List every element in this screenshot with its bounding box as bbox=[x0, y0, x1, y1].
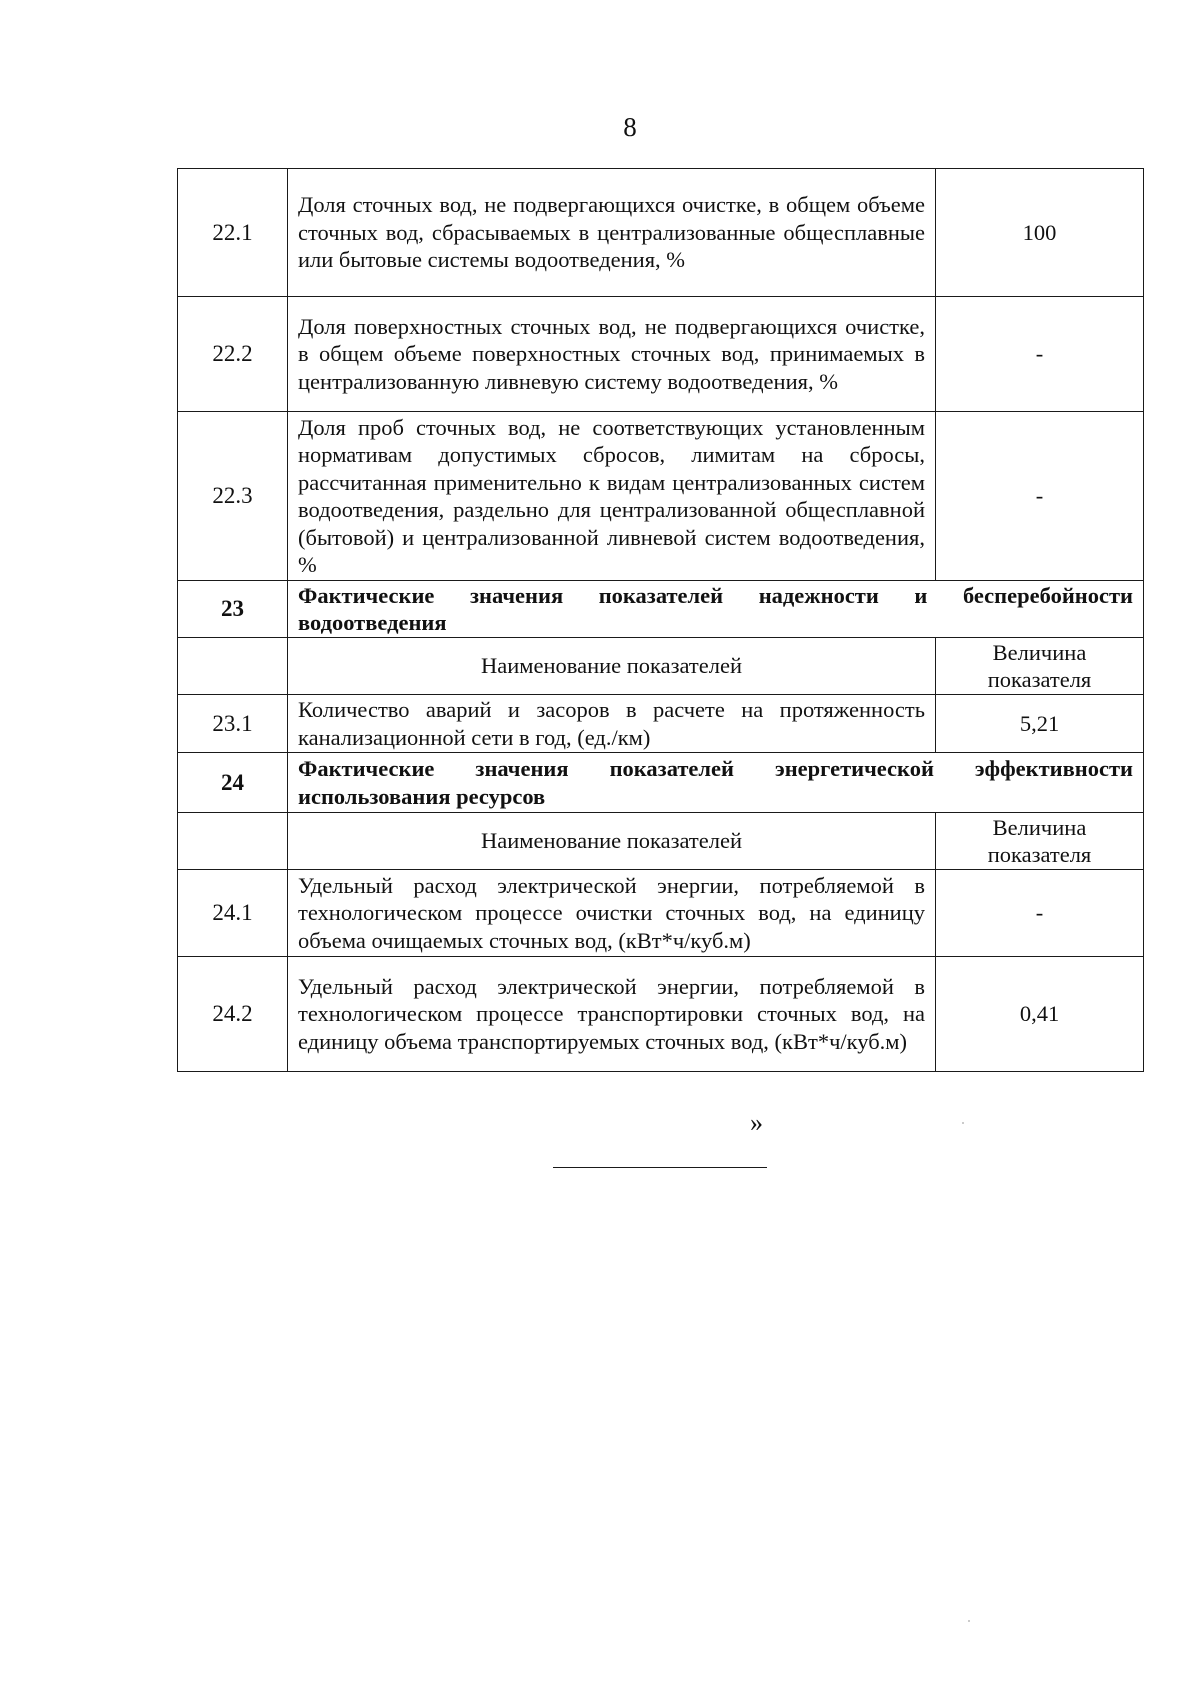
row-number: 22.1 bbox=[178, 169, 288, 297]
indicator-name: Доля сточных вод, не подвергающихся очистке, в общем объеме сточных вод, сбрасываемых в централизованные общесплавные или бытовые системы водоотведения, % bbox=[288, 169, 936, 297]
indicators-table bbox=[177, 168, 1144, 1072]
column-header-value: Величина показателя bbox=[936, 813, 1144, 870]
empty-cell bbox=[178, 813, 288, 870]
empty-cell bbox=[178, 638, 288, 695]
row-number: 22.2 bbox=[178, 297, 288, 412]
indicator-name: Удельный расход электрической энергии, потребляемой в технологическом процессе транспортировки сточных вод, на единицу объема транспортируемых сточных вод, (кВт*ч/куб.м) bbox=[288, 957, 936, 1072]
section-number: 23 bbox=[178, 581, 288, 638]
section-title: Фактические значения показателей энергетической эффективности использования ресурсов bbox=[288, 753, 1144, 813]
indicator-value: 5,21 bbox=[936, 695, 1144, 753]
indicator-value: - bbox=[936, 870, 1144, 957]
indicator-name: Доля поверхностных сточных вод, не подвергающихся очистке, в общем объеме поверхностных сточных вод, принимаемых в централизованную ливневую систему водоотведения, % bbox=[288, 297, 936, 412]
table-row bbox=[178, 695, 1144, 753]
page-number: 8 bbox=[623, 112, 637, 142]
column-header-value: Величина показателя bbox=[936, 638, 1144, 695]
table-row bbox=[178, 412, 1144, 581]
table-row bbox=[178, 870, 1144, 957]
closing-quote-mark: » bbox=[750, 1108, 763, 1137]
separator-line bbox=[553, 1167, 767, 1168]
row-number: 24.1 bbox=[178, 870, 288, 957]
row-number: 22.3 bbox=[178, 412, 288, 581]
column-header-row bbox=[178, 638, 1144, 695]
indicator-name: Доля проб сточных вод, не соответствующих установленным нормативам допустимых сбросов, лимитам на сбросы, рассчитанная применительно к видам централизованных систем водоотведения, раздельно для централизованной общесплавной (бытовой) и централизованной ливневой систем водоотведения, % bbox=[288, 412, 936, 581]
column-header-name: Наименование показателей bbox=[288, 813, 936, 870]
section-number: 24 bbox=[178, 753, 288, 813]
indicator-value: - bbox=[936, 412, 1144, 581]
section-title: Фактические значения показателей надежности и бесперебойности водоотведения bbox=[288, 581, 1144, 638]
column-header-name: Наименование показателей bbox=[288, 638, 936, 695]
row-number: 24.2 bbox=[178, 957, 288, 1072]
indicator-name: Удельный расход электрической энергии, потребляемой в технологическом процессе очистки сточных вод, на единицу объема очищаемых сточных вод, (кВт*ч/куб.м) bbox=[288, 870, 936, 957]
section-heading-row bbox=[178, 581, 1144, 638]
indicator-value: 100 bbox=[936, 169, 1144, 297]
table-row bbox=[178, 297, 1144, 412]
section-heading-row bbox=[178, 753, 1144, 813]
scan-speck bbox=[968, 1620, 970, 1622]
indicator-value: - bbox=[936, 297, 1144, 412]
column-header-row bbox=[178, 813, 1144, 870]
indicator-name: Количество аварий и засоров в расчете на протяженность канализационной сети в год, (ед./км) bbox=[288, 695, 936, 753]
scan-speck bbox=[962, 1122, 964, 1124]
row-number: 23.1 bbox=[178, 695, 288, 753]
table-row bbox=[178, 957, 1144, 1072]
table-row bbox=[178, 169, 1144, 297]
indicator-value: 0,41 bbox=[936, 957, 1144, 1072]
